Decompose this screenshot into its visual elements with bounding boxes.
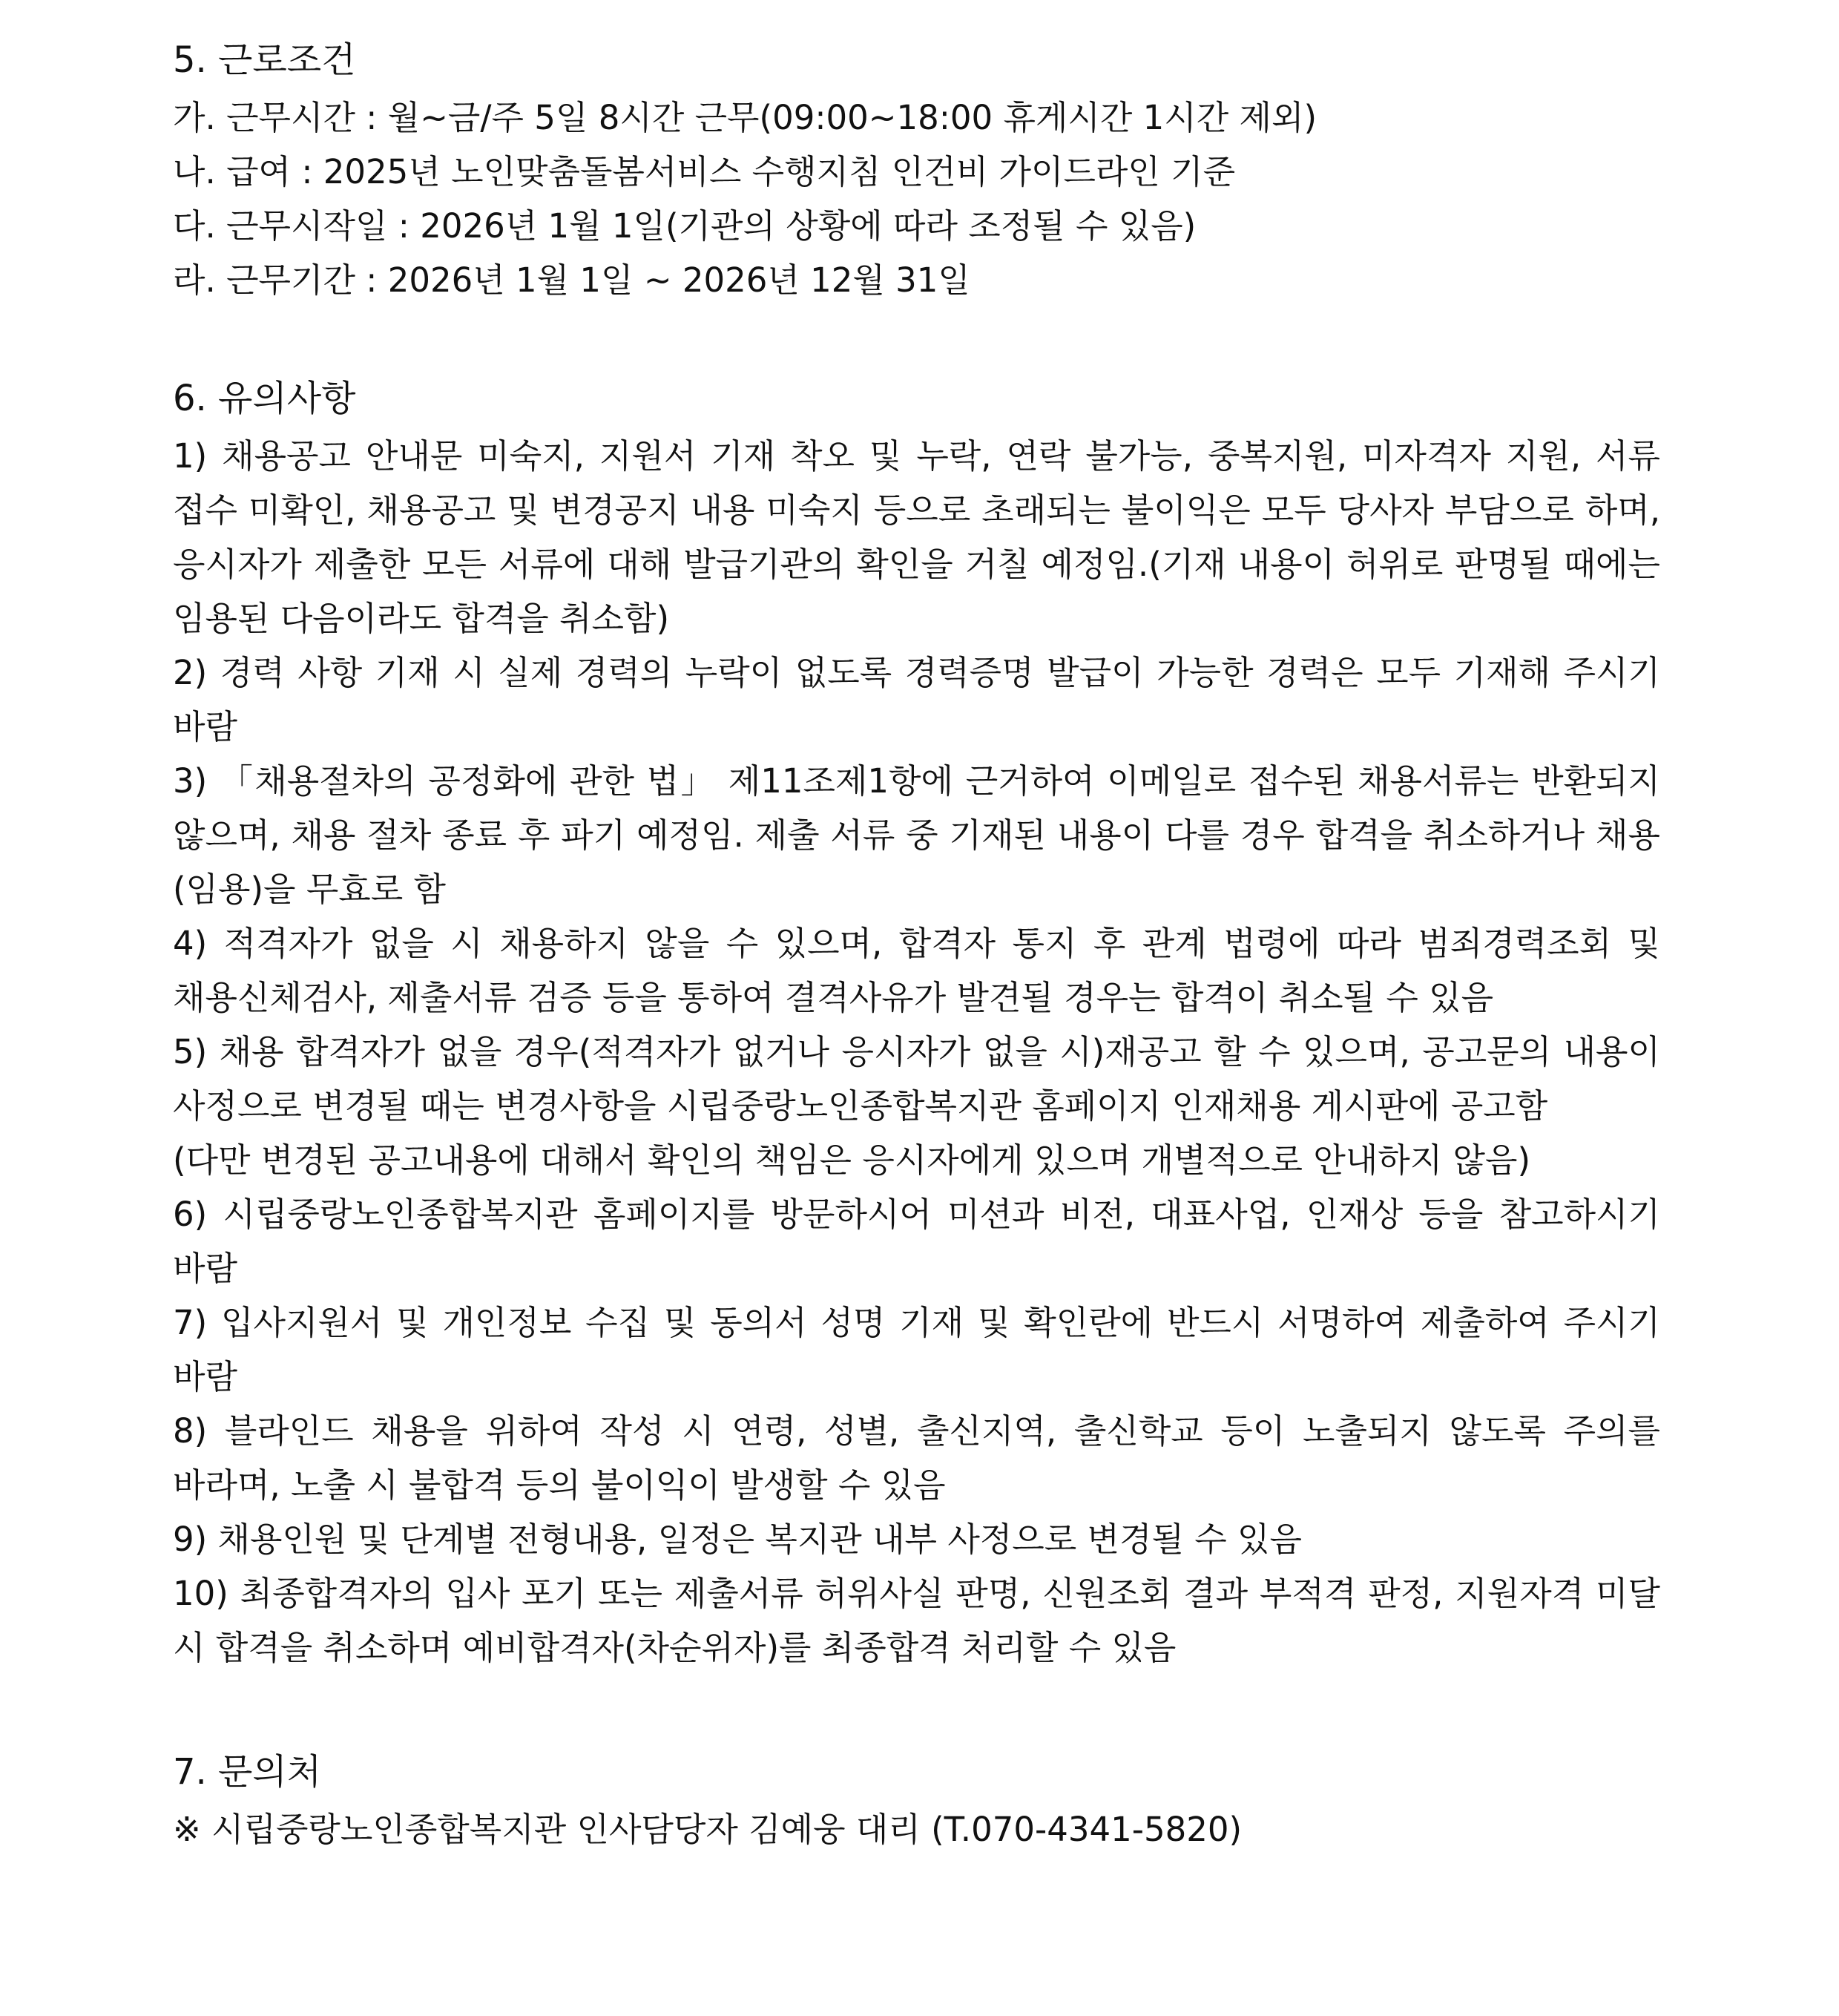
notice-item-8: 8) 블라인드 채용을 위하여 작성 시 연령, 성별, 출신지역, 출신학교 등이 노출되지 않도록 주의를 바라며, 노출 시 불합격 등의 불이익이 발생할 수 있음 xyxy=(173,1411,1660,1505)
section-6-heading: 6. 유의사항 xyxy=(173,378,356,419)
section-7-heading: 7. 문의처 xyxy=(173,1751,322,1793)
notice-item-10: 10) 최종합격자의 입사 포기 또는 제출서류 허위사실 판명, 신원조회 결과 부적격 판정, 지원자격 미달 시 합격을 취소하며 예비합격자(차순위자)를 최종합격 처리할 수 있음 xyxy=(173,1574,1660,1667)
work-period-item: 라. 근무기간 : 2026년 1월 1일 ~ 2026년 12월 31일 xyxy=(173,260,970,300)
notice-item-9: 9) 채용인원 및 단계별 전형내용, 일정은 복지관 내부 사정으로 변경될 수 있음 xyxy=(173,1520,1302,1559)
notice-item-7: 7) 입사지원서 및 개인정보 수집 및 동의서 성명 기재 및 확인란에 반드시 서명하여 제출하여 주시기 바람 xyxy=(173,1303,1660,1396)
notice-item-2: 2) 경력 사항 기재 시 실제 경력의 누락이 없도록 경력증명 발급이 가능한 경력은 모두 기재해 주시기 바람 xyxy=(173,653,1660,746)
notice-item-3: 3) 「채용절차의 공정화에 관한 법」 제11조제1항에 근거하여 이메일로 접수된 채용서류는 반환되지 않으며, 채용 절차 종료 후 파기 예정임. 제출 서류 중 기재된 내용이 다를 경우 합격을 취소하거나 채용(임용)을 무효로 함 xyxy=(173,761,1660,909)
notice-item-5-note: (다만 변경된 공고내용에 대해서 확인의 책임은 응시자에게 있으며 개별적으로 안내하지 않음) xyxy=(173,1140,1531,1180)
section-5-heading: 5. 근로조건 xyxy=(173,39,356,81)
notice-item-5: 5) 채용 합격자가 없을 경우(적격자가 없거나 응시자가 없을 시)재공고 할 수 있으며, 공고문의 내용이 사정으로 변경될 때는 변경사항을 시립중랑노인종합복지관 홈페이지 인재채용 게시판에 공고함 xyxy=(173,1032,1660,1126)
notice-item-6: 6) 시립중랑노인종합복지관 홈페이지를 방문하시어 미션과 비전, 대표사업, 인재상 등을 참고하시기 바람 xyxy=(173,1195,1660,1288)
salary-item: 나. 급여 : 2025년 노인맞춤돌봄서비스 수행지침 인건비 가이드라인 기준 xyxy=(173,152,1236,191)
notice-item-1: 1) 채용공고 안내문 미숙지, 지원서 기재 착오 및 누락, 연락 불가능, 중복지원, 미자격자 지원, 서류 접수 미확인, 채용공고 및 변경공지 내용 미숙지 등으로 초래되는 불이익은 모두 당사자 부담으로 하며, 응시자가 제출한 모든 서류에 대해 발급기관의 확인을 거칠 예정임.(기재 내용이 허위로 판명될 때에는 임용된 다음이라도 합격을 취소함) xyxy=(173,436,1660,638)
document-page xyxy=(173,30,1660,1856)
notice-item-4: 4) 적격자가 없을 시 채용하지 않을 수 있으며, 합격자 통지 후 관계 법령에 따라 범죄경력조회 및 채용신체검사, 제출서류 검증 등을 통하여 결격사유가 발견될 경우는 합격이 취소될 수 있음 xyxy=(173,924,1660,1017)
section-spacer xyxy=(173,307,1660,368)
work-hours-item: 가. 근무시간 : 월~금/주 5일 8시간 근무(09:00~18:00 휴게시간 1시간 제외) xyxy=(173,98,1317,137)
section-spacer xyxy=(173,1675,1660,1741)
start-date-item: 다. 근무시작일 : 2026년 1월 1일(기관의 상황에 따라 조정될 수 있음) xyxy=(173,206,1197,246)
contact-line: ※ 시립중랑노인종합복지관 인사담당자 김예웅 대리 (T.070-4341-5820) xyxy=(173,1810,1243,1849)
